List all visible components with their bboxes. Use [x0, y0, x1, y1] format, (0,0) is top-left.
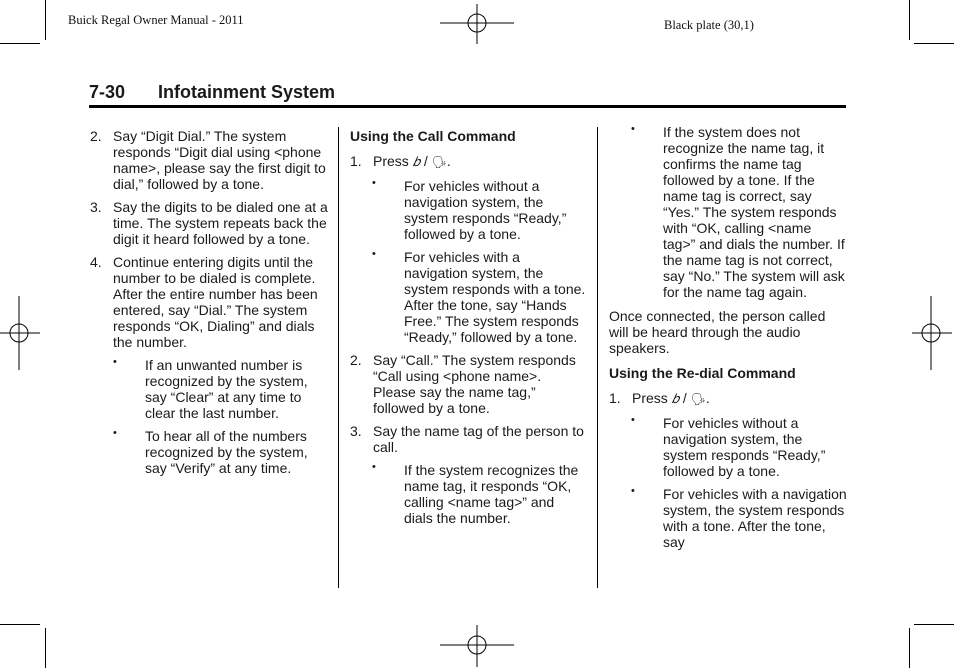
list-text — [373, 153, 586, 170]
list-text: Say the digits to be dialed one at a time. The system repeats back the digit it heard followed by a tone. — [113, 199, 328, 247]
section-heading: Using the Call Command — [350, 128, 516, 144]
bullet-text: If an unwanted number is recognized by the system, say “Clear” at any time to clear the last number. — [145, 357, 308, 421]
column-divider — [597, 127, 598, 588]
bullet-text: If the system recognizes the name tag, it responds “OK, calling <name tag>” and dials the number. — [404, 462, 579, 526]
bullet-item — [372, 178, 586, 242]
list-item — [350, 352, 586, 416]
list-number: 3. — [350, 423, 362, 439]
list-item — [350, 153, 586, 170]
list-text: Say the name tag of the person to call. — [373, 423, 584, 455]
paragraph: Once connected, the person called will be heard through the audio speakers. — [609, 308, 826, 356]
bullet-icon: • — [372, 177, 376, 189]
crop-mark — [45, 0, 46, 40]
bullet-item — [113, 428, 330, 476]
list-number: 1. — [350, 153, 362, 169]
section-heading: Using the Re-dial Command — [609, 365, 796, 381]
crop-mark — [914, 624, 954, 625]
list-item — [609, 390, 847, 407]
section-title-bar — [89, 81, 846, 108]
list-number: 4. — [90, 254, 102, 270]
phone-handset-icon: 𝑏 — [671, 391, 679, 406]
page-number: 7-30 — [89, 82, 126, 102]
bullet-text: For vehicles with a navigation system, the system responds with a tone. After the tone, say “Hands Free.” The system responds “Ready,” followed by a tone. — [404, 249, 586, 345]
bullet-icon: • — [631, 485, 635, 497]
bullet-icon: • — [372, 461, 376, 473]
crop-mark — [914, 43, 954, 44]
bullet-text: For vehicles without a navigation system, the system responds “Ready,” followed by a tone. — [404, 178, 567, 242]
crop-mark — [909, 628, 910, 668]
voice-recognition-icon: 🗣 — [431, 155, 447, 169]
voice-recognition-icon: 🗣 — [690, 392, 706, 406]
bullet-text: If the system does not recognize the name tag, it confirms the name tag followed by a tone. If the name tag is correct, say “Yes.” The system responds with “OK, calling <name tag>” and dials the number. If the name tag is not correct, say “No.” The system will ask for the name tag again. — [663, 124, 845, 300]
bullet-item — [372, 249, 586, 345]
bullet-icon: • — [631, 123, 635, 135]
registration-mark-bottom — [440, 625, 514, 667]
list-number: 1. — [609, 390, 621, 406]
bullet-text: To hear all of the numbers recognized by the system, say “Verify” at any time. — [145, 428, 308, 476]
crop-mark — [0, 43, 40, 44]
bullet-item — [631, 415, 847, 479]
bullet-item — [113, 357, 330, 421]
crop-mark — [0, 624, 40, 625]
list-number: 2. — [350, 352, 362, 368]
bullet-icon: • — [372, 248, 376, 260]
phone-handset-icon: 𝑏 — [412, 154, 420, 169]
column-1 — [90, 128, 330, 476]
bullet-icon: • — [113, 356, 117, 368]
registration-mark-left — [0, 296, 40, 370]
column-2 — [350, 128, 586, 526]
bullet-item — [631, 124, 847, 300]
list-item — [350, 423, 586, 455]
period: . — [705, 390, 710, 406]
crop-mark — [909, 0, 910, 40]
press-text: Press — [373, 153, 409, 169]
list-item — [90, 128, 330, 192]
list-item — [90, 254, 330, 350]
manual-title: Buick Regal Owner Manual - 2011 — [68, 13, 244, 27]
registration-mark-top — [440, 4, 514, 44]
list-text: Continue entering digits until the number to be dialed is complete. After the entire number has been entered, say “Dial.” The system responds “OK, Dialing” and dials the number. — [113, 254, 318, 350]
column-3 — [609, 124, 847, 550]
list-text: Say “Call.” The system responds “Call using <phone name>. Please say the name tag,” followed by a tone. — [373, 352, 576, 416]
list-number: 3. — [90, 199, 102, 215]
plate-label: Black plate (30,1) — [664, 18, 754, 32]
list-item — [90, 199, 330, 247]
registration-mark-right — [912, 296, 952, 370]
bullet-icon: • — [113, 427, 117, 439]
list-number: 2. — [90, 128, 102, 144]
press-text: Press — [632, 390, 668, 406]
bullet-text: For vehicles with a navigation system, the system responds with a tone. After the tone, say — [663, 486, 847, 550]
list-text: Say “Digit Dial.” The system responds “Digit dial using <phone name>, please say the first digit to dial,” followed by a tone. — [113, 128, 326, 192]
list-text — [632, 390, 847, 407]
bullet-icon: • — [631, 414, 635, 426]
page-title: Infotainment System — [158, 82, 336, 102]
bullet-item — [631, 486, 847, 550]
column-divider — [338, 127, 339, 588]
bullet-item — [372, 462, 586, 526]
period: . — [446, 153, 451, 169]
bullet-text: For vehicles without a navigation system, the system responds “Ready,” followed by a tone. — [663, 415, 826, 479]
separator: / — [682, 390, 687, 406]
separator: / — [423, 153, 428, 169]
crop-mark — [45, 628, 46, 668]
